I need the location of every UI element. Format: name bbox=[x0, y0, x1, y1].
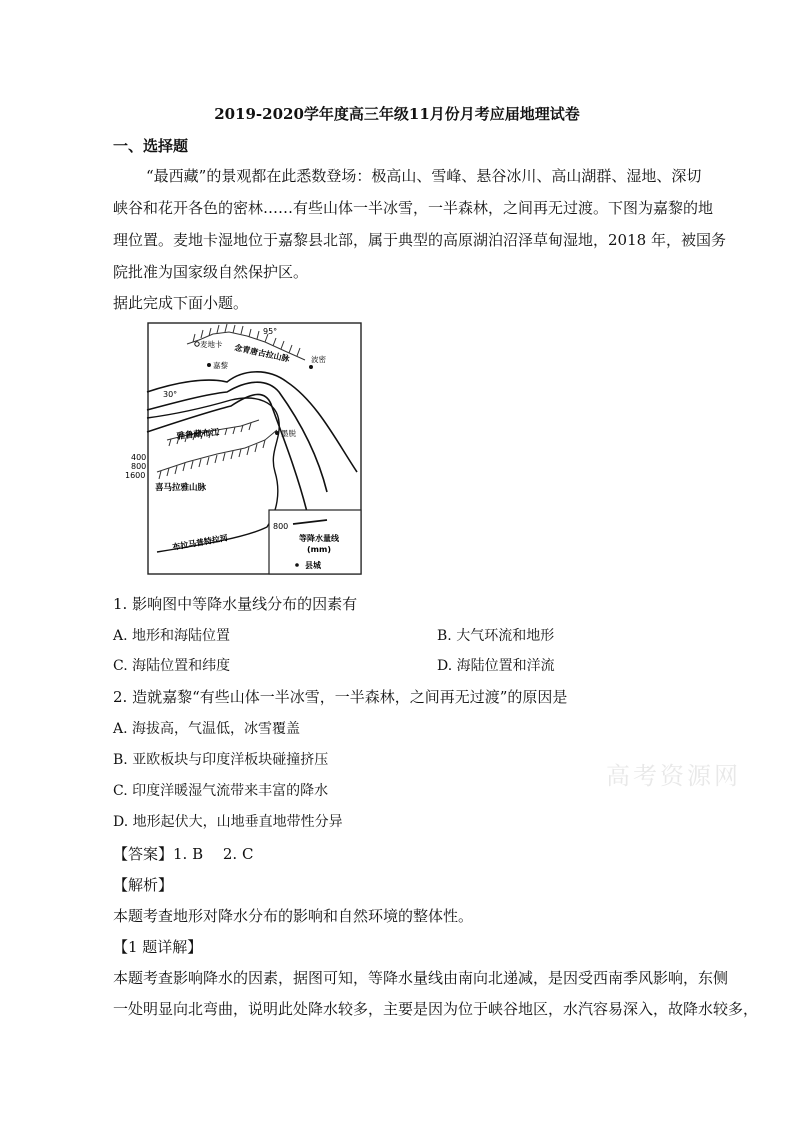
legend-value: 800 bbox=[273, 522, 289, 531]
question-1-option-a: A. 地形和海陆位置 bbox=[113, 628, 231, 644]
question-2-stem: 2. 造就嘉黎“有些山体一半冰雪，一半森林，之间再无过渡”的原因是 bbox=[113, 688, 568, 706]
section-heading: 一、选择题 bbox=[113, 137, 189, 155]
intro-line-4: 院批准为国家级自然保护区。 bbox=[113, 263, 309, 281]
town-jiali bbox=[207, 363, 211, 367]
watermark: 高考资源网 bbox=[606, 762, 741, 790]
question-2-option-b: B. 亚欧板块与印度洋板块碰撞挤压 bbox=[113, 752, 329, 768]
question-1-option-c: C. 海陆位置和纬度 bbox=[113, 658, 231, 674]
label-bomi: 波密 bbox=[311, 355, 326, 364]
detail-heading: 【1 题详解】 bbox=[113, 938, 203, 956]
question-2-option-c: C. 印度洋暖湿气流带来丰富的降水 bbox=[113, 783, 329, 799]
label-yarlung-river: 雅鲁藏布江 bbox=[176, 427, 220, 442]
intro-line-1: “最西藏”的景观都在此悉数登场：极高山、雪峰、悬谷冰川、高山湖群、湿地、深切 bbox=[146, 167, 702, 185]
legend-isohyet-label: 等降水量线 bbox=[299, 534, 339, 543]
label-nianqing-range: 念青唐古拉山脉 bbox=[233, 343, 291, 364]
detail-line-1: 本题考查影响降水的因素，据图可知，等降水量线由南向北递减，是因受西南季风影响，东侧 bbox=[113, 969, 729, 987]
question-1-stem: 1. 影响图中等降水量线分布的因素有 bbox=[113, 595, 358, 613]
analysis-heading: 【解析】 bbox=[113, 876, 174, 894]
page-title: 2019-2020学年度高三年级11月份月考应届地理试卷 bbox=[214, 105, 580, 123]
question-1-option-b: B. 大气环流和地形 bbox=[437, 628, 555, 644]
town-bomi bbox=[309, 365, 313, 369]
intro-line-3: 理位置。麦地卡湿地位于嘉黎县北部，属于典型的高原湖泊沼泽草甸湿地，2018 年，被国务 bbox=[113, 231, 726, 249]
label-jiali: 嘉黎 bbox=[213, 361, 228, 370]
label-himalaya-range: 喜马拉雅山脉 bbox=[155, 483, 207, 493]
question-1-option-d: D. 海陆位置和洋流 bbox=[437, 658, 555, 674]
label-isohyet-400: 400 bbox=[131, 453, 147, 462]
detail-line-2: 一处明显向北弯曲，说明此处降水较多，主要是因为位于峡谷地区，水汽容易深入，故降水较多， bbox=[113, 1000, 759, 1018]
town-motuo bbox=[275, 431, 279, 435]
label-isohyet-1600: 1600 bbox=[125, 471, 146, 480]
answer-line: 【答案】1. B 2. C bbox=[113, 845, 254, 863]
question-2-option-a: A. 海拔高，气温低，冰雪覆盖 bbox=[113, 721, 301, 737]
analysis-text: 本题考查地形对降水分布的影响和自然环境的整体性。 bbox=[113, 907, 474, 925]
question-prompt: 据此完成下面小题。 bbox=[113, 294, 249, 312]
legend-county-label: 县城 bbox=[305, 561, 321, 570]
lon-label: 95° bbox=[263, 327, 278, 336]
label-motuo: 墨脱 bbox=[281, 429, 296, 438]
jiali-location-map bbox=[125, 322, 362, 575]
legend-unit: (mm) bbox=[307, 545, 331, 554]
lat-label: 30° bbox=[163, 390, 178, 399]
label-brahmaputra-river: 布拉马普特拉河 bbox=[171, 533, 229, 552]
label-maidika: 麦地卡 bbox=[200, 340, 223, 349]
label-isohyet-800: 800 bbox=[131, 462, 147, 471]
question-2-option-d: D. 地形起伏大，山地垂直地带性分异 bbox=[113, 814, 343, 830]
intro-line-2: 峡谷和花开各色的密林……有些山体一半冰雪，一半森林，之间再无过渡。下图为嘉黎的地 bbox=[113, 199, 714, 217]
